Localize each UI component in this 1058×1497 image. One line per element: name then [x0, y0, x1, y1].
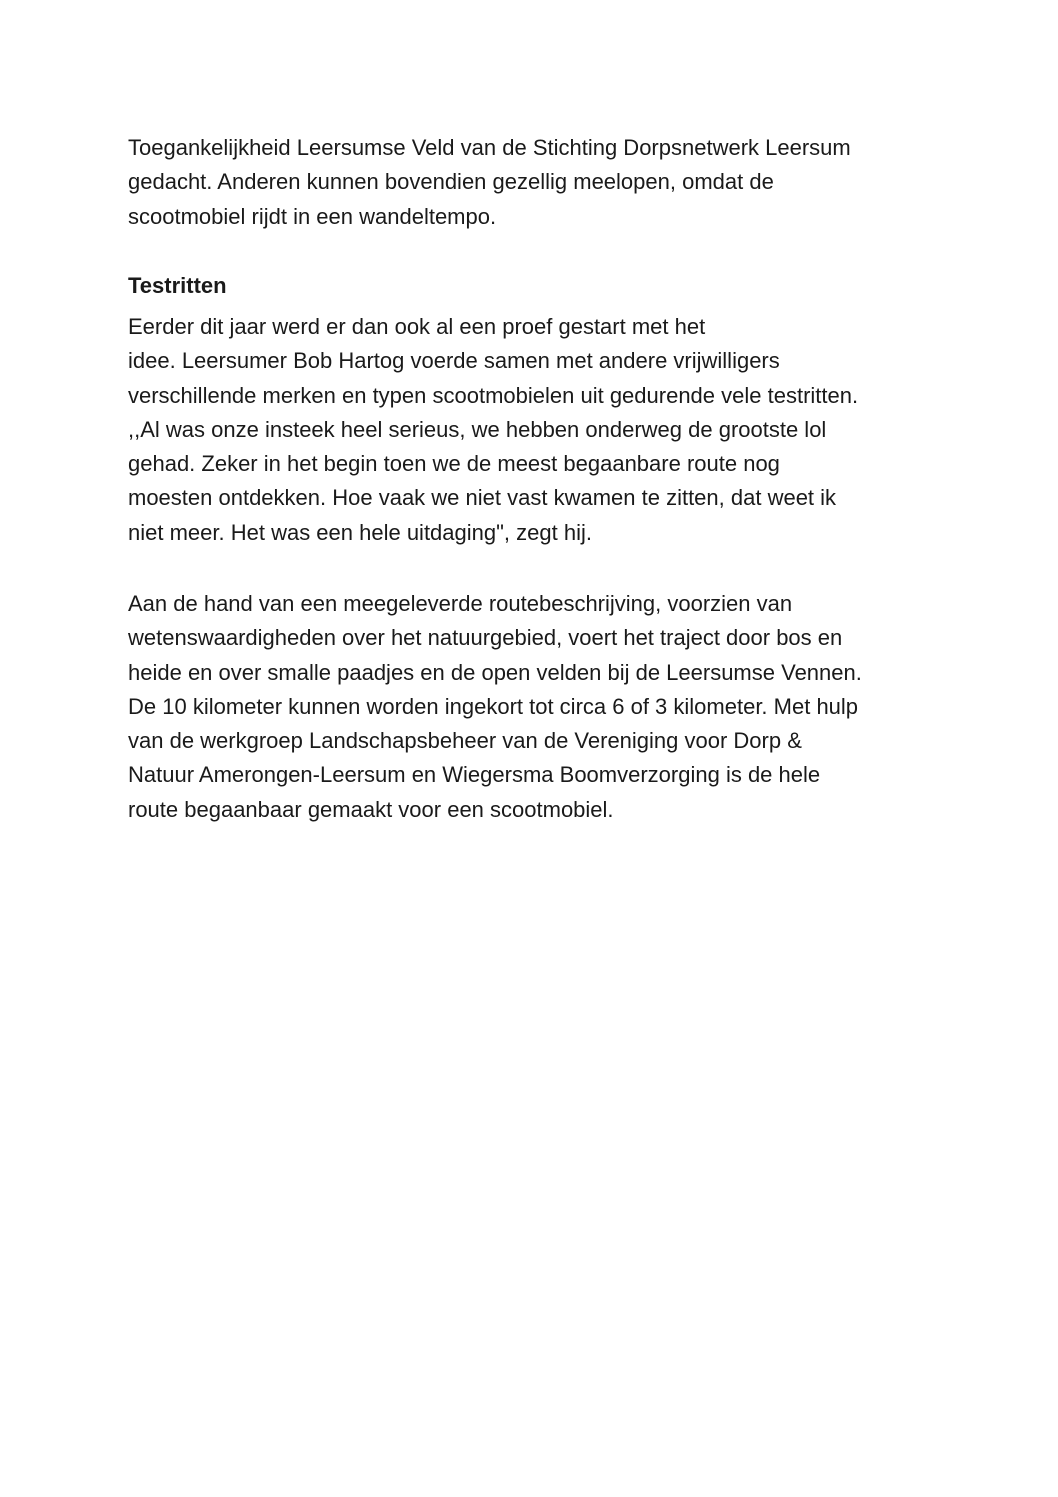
text-line: niet meer. Het was een hele uitdaging", zegt hij.: [128, 519, 592, 545]
text-line: moesten ontdekken. Hoe vaak we niet vast kwamen te zitten, dat weet ik: [128, 485, 837, 511]
text-line: Aan de hand van een meegeleverde routebeschrijving, voorzien van: [128, 591, 793, 616]
text-line: Eerder dit jaar werd er dan ook al een proef gestart met het: [128, 314, 706, 339]
text-line: route begaanbaar gemaakt voor een scootmobiel.: [128, 796, 614, 822]
text-line: gedacht. Anderen kunnen bovendien gezellig meelopen, omdat de: [128, 169, 774, 195]
paragraph-intro: [128, 131, 948, 234]
text-line: idee. Leersumer Bob Hartog voerde samen met andere vrijwilligers: [128, 348, 780, 374]
text-line: Natuur Amerongen-Leersum en Wiegersma Boomverzorging is de hele: [128, 762, 821, 788]
text-line: heide en over smalle paadjes en de open velden bij de Leersumse Vennen.: [128, 659, 862, 685]
text-line: De 10 kilometer kunnen worden ingekort tot circa 6 of 3 kilometer. Met hulp: [128, 693, 859, 719]
paragraph-testritten: [128, 310, 948, 550]
text-line: scootmobiel rijdt in een wandeltempo.: [128, 203, 497, 229]
text-line: Toegankelijkheid Leersumse Veld van de Stichting Dorpsnetwerk Leersum: [128, 135, 851, 160]
text-line: verschillende merken en typen scootmobielen uit gedurende vele testritten.: [128, 382, 859, 408]
text-line: wetenswaardigheden over het natuurgebied, voert het traject door bos en: [128, 625, 843, 651]
text-line: van de werkgroep Landschapsbeheer van de Vereniging voor Dorp &: [128, 728, 802, 754]
text-line: gehad. Zeker in het begin toen we de meest begaanbare route nog: [128, 451, 780, 477]
paragraph-route: [128, 587, 948, 827]
text-line: ,,Al was onze insteek heel serieus, we hebben onderweg de grootste lol: [128, 416, 827, 442]
section-heading-testritten: Testritten: [128, 273, 227, 298]
